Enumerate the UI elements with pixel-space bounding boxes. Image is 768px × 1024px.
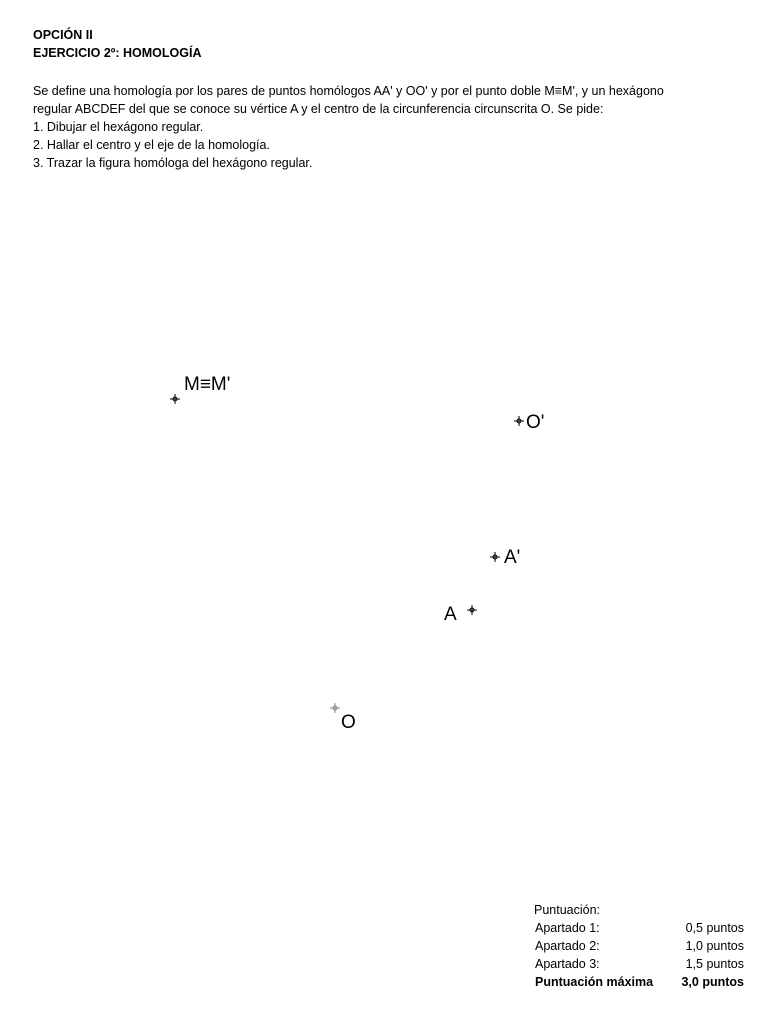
statement-line-2: regular ABCDEF del que se conoce su vértice A y el centro de la circunferencia circunscrita O. Se pide: xyxy=(33,102,604,116)
score-label: Apartado 1: xyxy=(535,921,600,935)
point-o-prime-marker xyxy=(514,416,524,426)
exam-header xyxy=(33,26,753,62)
score-value: 1,5 puntos xyxy=(685,957,744,971)
score-row-3 xyxy=(534,955,744,973)
point-o-label: O xyxy=(341,712,356,733)
point-m-label: M≡M' xyxy=(184,374,231,395)
score-value: 0,5 puntos xyxy=(685,921,744,935)
exercise-title: EJERCICIO 2º: HOMOLOGÍA xyxy=(33,46,202,60)
score-row-total xyxy=(534,973,744,991)
score-label: Apartado 2: xyxy=(535,939,600,953)
point-a-prime-label: A' xyxy=(504,547,521,568)
problem-statement xyxy=(33,82,733,172)
task-list xyxy=(33,118,733,172)
score-label: Apartado 3: xyxy=(535,957,600,971)
score-total-label: Puntuación máxima xyxy=(535,975,654,989)
point-o-prime-label: O' xyxy=(526,412,545,433)
statement-line-1: Se define una homología por los pares de puntos homólogos AA' y OO' y por el punto doble M≡M', y un hexágono xyxy=(33,84,664,98)
scoring-heading: Puntuación: xyxy=(534,903,601,917)
task-item-1: 1. Dibujar el hexágono regular. xyxy=(33,120,204,134)
option-title: OPCIÓN II xyxy=(33,28,93,42)
point-a-prime-marker xyxy=(490,552,500,562)
task-item-2: 2. Hallar el centro y el eje de la homología. xyxy=(33,138,270,152)
score-value: 1,0 puntos xyxy=(685,939,744,953)
point-o-marker xyxy=(330,703,340,713)
point-a-label: A xyxy=(444,604,457,625)
scoring-table xyxy=(534,901,744,991)
score-total-value: 3,0 puntos xyxy=(681,975,744,989)
score-row-2 xyxy=(534,937,744,955)
task-item-3: 3. Trazar la figura homóloga del hexágono regular. xyxy=(33,156,313,170)
point-m-marker xyxy=(170,394,180,404)
point-a-marker xyxy=(467,605,477,615)
score-row-1 xyxy=(534,919,744,937)
